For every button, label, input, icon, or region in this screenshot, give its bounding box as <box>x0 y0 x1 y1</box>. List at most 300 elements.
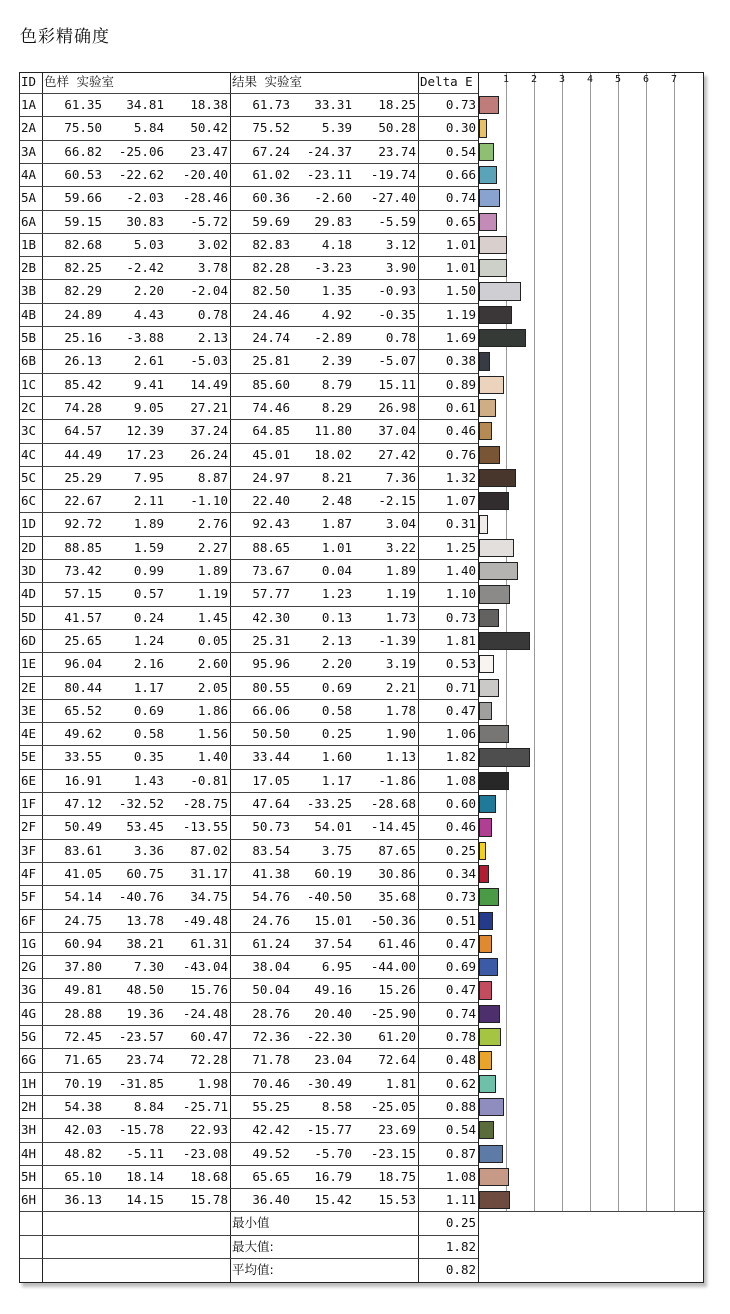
reference-lab-value: 54.38 <box>64 1098 102 1114</box>
delta-e-value: 0.88 <box>445 1098 476 1114</box>
result-lab-value: -1.39 <box>378 632 416 648</box>
delta-e-bar <box>479 376 504 394</box>
result-lab-value: 47.64 <box>252 796 290 811</box>
result-lab-value: 82.28 <box>252 260 290 276</box>
delta-e-bar <box>479 981 492 999</box>
result-lab-value: 92.43 <box>252 516 290 532</box>
result-lab-value: 61.24 <box>252 935 290 951</box>
reference-lab-value: 1.45 <box>197 609 228 625</box>
reference-lab-value: 73.42 <box>64 563 102 578</box>
row-id: 2A <box>21 120 37 136</box>
result-lab-value: 11.80 <box>314 423 352 439</box>
result-lab-value: 61.20 <box>378 1029 416 1044</box>
chart-gridline <box>618 73 619 1211</box>
result-lab-value: 0.04 <box>321 563 352 578</box>
result-lab-value: 23.04 <box>314 1052 352 1068</box>
result-lab-value: -25.05 <box>370 1098 416 1114</box>
row-id: 4G <box>21 1005 37 1021</box>
delta-e-bar <box>479 1098 504 1116</box>
result-lab-value: 4.92 <box>321 306 352 322</box>
reference-lab-value: 2.13 <box>197 330 228 345</box>
delta-e-value: 0.47 <box>445 702 476 718</box>
delta-e-value: 1.06 <box>445 726 476 742</box>
reference-lab-value: 18.38 <box>190 97 228 112</box>
reference-lab-value: 1.40 <box>197 749 228 765</box>
row-id: 3F <box>21 842 37 858</box>
delta-e-value: 1.08 <box>445 772 476 788</box>
delta-e-bar <box>479 1121 494 1139</box>
row-id: 2C <box>21 399 37 415</box>
result-lab-value: -27.40 <box>370 190 416 206</box>
reference-lab-value: -40.76 <box>118 889 164 905</box>
result-lab-value: 5.39 <box>321 120 352 136</box>
delta-e-value: 1.50 <box>445 283 476 299</box>
delta-e-bar <box>479 609 499 627</box>
row-id: 1C <box>21 376 37 392</box>
delta-e-value: 1.11 <box>445 1192 476 1208</box>
result-lab-value: 87.65 <box>378 842 416 858</box>
result-lab-value: 67.24 <box>252 143 290 159</box>
result-lab-value: 6.95 <box>321 959 352 975</box>
result-lab-value: 54.01 <box>314 819 352 835</box>
reference-lab-value: -5.72 <box>190 213 228 229</box>
reference-lab-value: -23.08 <box>182 1145 228 1161</box>
reference-lab-value: 83.61 <box>64 842 102 858</box>
reference-lab-value: 9.41 <box>133 376 164 392</box>
reference-lab-value: 19.36 <box>126 1005 164 1021</box>
summary-value: 0.25 <box>445 1215 476 1231</box>
result-lab-value: 18.25 <box>378 97 416 112</box>
reference-lab-value: -22.62 <box>118 166 164 182</box>
row-id: 6B <box>21 353 37 369</box>
delta-e-bar <box>479 655 494 673</box>
delta-e-bar <box>479 842 486 860</box>
summary-label: 平均值: <box>232 1262 274 1277</box>
reference-lab-value: 2.61 <box>133 353 164 369</box>
reference-lab-value: 0.57 <box>133 586 164 602</box>
delta-e-bar <box>479 469 516 487</box>
reference-lab-value: -2.04 <box>190 283 228 299</box>
reference-lab-value: 31.17 <box>190 865 228 881</box>
result-lab-value: -25.90 <box>370 1005 416 1021</box>
result-lab-value: 1.87 <box>321 516 352 532</box>
reference-lab-value: 60.75 <box>126 865 164 881</box>
result-lab-value: 3.90 <box>385 260 416 276</box>
result-lab-value: 30.86 <box>378 865 416 881</box>
delta-e-value: 1.69 <box>445 330 476 345</box>
row-id: 6A <box>21 213 37 229</box>
result-lab-value: -22.30 <box>306 1029 352 1044</box>
reference-lab-value: -1.10 <box>190 493 228 509</box>
result-lab-value: 70.46 <box>252 1075 290 1091</box>
delta-e-value: 0.46 <box>445 819 476 835</box>
result-lab-value: 1.01 <box>321 539 352 555</box>
delta-e-bar <box>479 1168 509 1186</box>
delta-e-bar <box>479 912 493 930</box>
reference-lab-value: 25.16 <box>64 330 102 345</box>
result-lab-value: 2.13 <box>321 632 352 648</box>
delta-e-value: 0.87 <box>445 1145 476 1161</box>
delta-e-bar <box>479 935 492 953</box>
row-id: 4A <box>21 166 37 182</box>
delta-e-value: 0.73 <box>445 609 476 625</box>
row-id: 4B <box>21 306 37 322</box>
result-lab-value: 71.78 <box>252 1052 290 1068</box>
reference-lab-value: 88.85 <box>64 539 102 555</box>
chart-tick-label: 2 <box>530 74 538 85</box>
delta-e-value: 1.07 <box>445 493 476 509</box>
result-lab-value: 0.78 <box>385 330 416 345</box>
result-lab-value: 0.13 <box>321 609 352 625</box>
delta-e-bar <box>479 213 497 231</box>
reference-lab-value: 41.57 <box>64 609 102 625</box>
reference-lab-value: -25.06 <box>118 143 164 159</box>
summary-label: 最大值: <box>232 1238 274 1254</box>
result-lab-value: -3.23 <box>314 260 352 276</box>
reference-lab-value: 2.60 <box>197 656 228 672</box>
result-lab-value: -1.86 <box>378 772 416 788</box>
result-lab-value: 59.69 <box>252 213 290 229</box>
chart-gridline <box>562 73 563 1211</box>
delta-e-bar <box>479 958 498 976</box>
delta-e-bar <box>479 772 509 790</box>
result-lab-value: 15.42 <box>314 1192 352 1208</box>
reference-lab-value: 48.50 <box>126 982 164 998</box>
row-id: 6D <box>21 632 37 648</box>
reference-lab-value: 49.62 <box>64 726 102 742</box>
reference-lab-value: 61.35 <box>64 97 102 112</box>
reference-lab-value: 13.78 <box>126 912 164 928</box>
result-lab-value: 18.02 <box>314 446 352 462</box>
reference-lab-value: 18.14 <box>126 1168 164 1184</box>
result-lab-value: 8.58 <box>321 1098 352 1114</box>
reference-lab-value: 1.24 <box>133 632 164 648</box>
row-id: 2B <box>21 260 37 276</box>
row-id: 4H <box>21 1145 37 1161</box>
delta-e-value: 0.73 <box>445 889 476 905</box>
reference-lab-value: 41.05 <box>64 865 102 881</box>
result-lab-value: -2.60 <box>314 190 352 206</box>
row-id: 1D <box>21 516 37 532</box>
delta-e-value: 0.89 <box>445 376 476 392</box>
reference-lab-value: 15.78 <box>190 1192 228 1208</box>
row-id: 1F <box>21 796 37 811</box>
result-lab-value: 45.01 <box>252 446 290 462</box>
reference-lab-value: 33.55 <box>64 749 102 765</box>
row-id: 1A <box>21 97 37 112</box>
row-id: 3D <box>21 563 37 578</box>
result-lab-value: 2.21 <box>385 679 416 695</box>
delta-e-value: 0.78 <box>445 1029 476 1044</box>
result-lab-value: 66.06 <box>252 702 290 718</box>
delta-e-value: 0.54 <box>445 143 476 159</box>
result-lab-value: 8.29 <box>321 399 352 415</box>
reference-lab-value: 44.49 <box>64 446 102 462</box>
delta-e-value: 1.32 <box>445 469 476 485</box>
delta-e-bar <box>479 632 530 650</box>
reference-lab-value: 14.49 <box>190 376 228 392</box>
delta-e-bar <box>479 236 507 254</box>
delta-e-bar <box>479 446 500 464</box>
reference-lab-value: 26.13 <box>64 353 102 369</box>
delta-e-value: 0.65 <box>445 213 476 229</box>
delta-e-bar <box>479 492 509 510</box>
reference-lab-value: -24.48 <box>182 1005 228 1021</box>
delta-e-bar <box>479 818 492 836</box>
reference-lab-value: 2.76 <box>197 516 228 532</box>
result-lab-value: -5.59 <box>378 213 416 229</box>
delta-e-value: 0.69 <box>445 959 476 975</box>
reference-lab-value: -20.40 <box>182 166 228 182</box>
reference-lab-value: 3.78 <box>197 260 228 276</box>
reference-lab-value: -3.88 <box>126 330 164 345</box>
reference-lab-value: 61.31 <box>190 935 228 951</box>
result-lab-value: 1.90 <box>385 726 416 742</box>
delta-e-value: 0.25 <box>445 842 476 858</box>
reference-lab-value: -28.46 <box>182 190 228 206</box>
delta-e-value: 0.74 <box>445 190 476 206</box>
delta-e-value: 0.61 <box>445 399 476 415</box>
delta-e-value: 1.82 <box>445 749 476 765</box>
reference-lab-value: 54.14 <box>64 889 102 905</box>
reference-lab-value: 2.27 <box>197 539 228 555</box>
result-lab-value: 42.42 <box>252 1122 290 1138</box>
delta-e-value: 0.54 <box>445 1122 476 1138</box>
reference-lab-value: 3.36 <box>133 842 164 858</box>
reference-lab-value: 0.58 <box>133 726 164 742</box>
reference-lab-value: 80.44 <box>64 679 102 695</box>
row-id: 1G <box>21 935 37 951</box>
reference-lab-value: -23.57 <box>118 1029 164 1044</box>
color-accuracy-table <box>19 72 704 1283</box>
reference-lab-value: 42.03 <box>64 1122 102 1138</box>
delta-e-bar <box>479 748 530 766</box>
result-lab-value: 2.48 <box>321 493 352 509</box>
reference-lab-value: -0.81 <box>190 772 228 788</box>
result-lab-value: -44.00 <box>370 959 416 975</box>
result-lab-value: 50.04 <box>252 982 290 998</box>
row-id: 5G <box>21 1029 37 1044</box>
reference-lab-value: 2.16 <box>133 656 164 672</box>
reference-lab-value: 3.02 <box>197 236 228 252</box>
result-lab-value: 18.75 <box>378 1168 416 1184</box>
delta-e-value: 0.76 <box>445 446 476 462</box>
result-lab-value: -2.89 <box>314 330 352 345</box>
chart-tick-label: 3 <box>558 74 566 85</box>
result-lab-value: 15.11 <box>378 376 416 392</box>
summary-label: 最小值 <box>232 1215 270 1231</box>
reference-lab-value: 1.98 <box>197 1075 228 1091</box>
reference-lab-value: 48.82 <box>64 1145 102 1161</box>
reference-lab-value: 26.24 <box>190 446 228 462</box>
result-lab-value: 1.60 <box>321 749 352 765</box>
result-lab-value: 24.74 <box>252 330 290 345</box>
reference-lab-value: 37.24 <box>190 423 228 439</box>
result-lab-value: 8.21 <box>321 469 352 485</box>
reference-lab-value: 1.89 <box>197 563 228 578</box>
result-lab-value: 38.04 <box>252 959 290 975</box>
reference-lab-value: 1.56 <box>197 726 228 742</box>
result-lab-value: 2.39 <box>321 353 352 369</box>
reference-lab-value: 22.93 <box>190 1122 228 1138</box>
result-lab-value: -5.07 <box>378 353 416 369</box>
row-id: 3B <box>21 283 37 299</box>
result-lab-value: -33.25 <box>306 796 352 811</box>
reference-lab-value: -15.78 <box>118 1122 164 1138</box>
row-id: 1E <box>21 656 37 672</box>
reference-lab-value: 60.47 <box>190 1029 228 1044</box>
delta-e-bar <box>479 1028 501 1046</box>
row-id: 2F <box>21 819 37 835</box>
delta-e-value: 0.48 <box>445 1052 476 1068</box>
reference-lab-value: 2.05 <box>197 679 228 695</box>
reference-lab-value: 4.43 <box>133 306 164 322</box>
result-lab-value: 27.42 <box>378 446 416 462</box>
reference-lab-value: 57.15 <box>64 586 102 602</box>
delta-e-value: 0.53 <box>445 656 476 672</box>
row-id: 6H <box>21 1192 37 1208</box>
delta-e-bar <box>479 352 490 370</box>
header-id: ID <box>21 73 37 89</box>
row-id: 3E <box>21 702 37 718</box>
result-lab-value: 1.73 <box>385 609 416 625</box>
delta-e-bar <box>479 585 510 603</box>
delta-e-bar <box>479 119 487 137</box>
row-id: 5E <box>21 749 37 765</box>
reference-lab-value: 1.19 <box>197 586 228 602</box>
reference-lab-value: 14.15 <box>126 1192 164 1208</box>
delta-e-bar <box>479 679 499 697</box>
result-lab-value: 80.55 <box>252 679 290 695</box>
reference-lab-value: 75.50 <box>64 120 102 136</box>
delta-e-bar <box>479 189 500 207</box>
result-lab-value: 82.83 <box>252 236 290 252</box>
reference-lab-value: 82.25 <box>64 260 102 276</box>
delta-e-value: 0.38 <box>445 353 476 369</box>
reference-lab-value: 25.65 <box>64 632 102 648</box>
result-lab-value: 61.46 <box>378 935 416 951</box>
result-lab-value: 24.76 <box>252 912 290 928</box>
reference-lab-value: 0.24 <box>133 609 164 625</box>
row-id: 5A <box>21 190 37 206</box>
result-lab-value: 64.85 <box>252 423 290 439</box>
header-reference-lab: 色样 实验室 <box>44 73 115 89</box>
reference-lab-value: 60.53 <box>64 166 102 182</box>
header-result-lab: 结果 实验室 <box>232 73 303 89</box>
reference-lab-value: 8.87 <box>197 469 228 485</box>
reference-lab-value: 9.05 <box>133 399 164 415</box>
result-lab-value: 73.67 <box>252 563 290 578</box>
row-id: 3A <box>21 143 37 159</box>
row-id: 6G <box>21 1052 37 1068</box>
reference-lab-value: 72.45 <box>64 1029 102 1044</box>
delta-e-bar <box>479 702 492 720</box>
delta-e-bar <box>479 515 488 533</box>
result-lab-value: 1.78 <box>385 702 416 718</box>
reference-lab-value: 60.94 <box>64 935 102 951</box>
result-lab-value: 60.36 <box>252 190 290 206</box>
row-id: 5C <box>21 469 37 485</box>
result-lab-value: 1.89 <box>385 563 416 578</box>
result-lab-value: 22.40 <box>252 493 290 509</box>
result-lab-value: -5.70 <box>314 1145 352 1161</box>
row-id: 5B <box>21 330 37 345</box>
result-lab-value: 33.44 <box>252 749 290 765</box>
result-lab-value: 1.19 <box>385 586 416 602</box>
delta-e-bar <box>479 1005 500 1023</box>
result-lab-value: 3.04 <box>385 516 416 532</box>
reference-lab-value: 0.05 <box>197 632 228 648</box>
result-lab-value: 15.53 <box>378 1192 416 1208</box>
result-lab-value: -19.74 <box>370 166 416 182</box>
result-lab-value: 72.36 <box>252 1029 290 1044</box>
result-lab-value: 3.75 <box>321 842 352 858</box>
reference-lab-value: 8.84 <box>133 1098 164 1114</box>
row-id: 2D <box>21 539 37 555</box>
result-lab-value: 37.54 <box>314 935 352 951</box>
result-lab-value: 16.79 <box>314 1168 352 1184</box>
reference-lab-value: 82.29 <box>64 283 102 299</box>
delta-e-value: 0.47 <box>445 982 476 998</box>
result-lab-value: 36.40 <box>252 1192 290 1208</box>
row-id: 1H <box>21 1075 37 1091</box>
reference-lab-value: 74.28 <box>64 399 102 415</box>
result-lab-value: 1.35 <box>321 283 352 299</box>
result-lab-value: 28.76 <box>252 1005 290 1021</box>
delta-e-bar <box>479 1145 503 1163</box>
result-lab-value: 37.04 <box>378 423 416 439</box>
result-lab-value: 1.17 <box>321 772 352 788</box>
row-id: 4D <box>21 586 37 602</box>
delta-e-value: 1.01 <box>445 260 476 276</box>
result-lab-value: -0.35 <box>378 306 416 322</box>
reference-lab-value: -5.11 <box>126 1145 164 1161</box>
reference-lab-value: 0.69 <box>133 702 164 718</box>
result-lab-value: 61.73 <box>252 97 290 112</box>
reference-lab-value: 22.67 <box>64 493 102 509</box>
reference-lab-value: 0.78 <box>197 306 228 322</box>
row-id: 2H <box>21 1098 37 1114</box>
result-lab-value: 61.02 <box>252 166 290 182</box>
result-lab-value: 0.58 <box>321 702 352 718</box>
reference-lab-value: 16.91 <box>64 772 102 788</box>
reference-lab-value: 96.04 <box>64 656 102 672</box>
row-id: 1B <box>21 236 37 252</box>
chart-tick-label: 7 <box>670 74 678 85</box>
chart-tick-label: 4 <box>586 74 594 85</box>
result-lab-value: -14.45 <box>370 819 416 835</box>
reference-lab-value: 1.89 <box>133 516 164 532</box>
row-id: 4E <box>21 726 37 742</box>
delta-e-value: 0.66 <box>445 166 476 182</box>
result-lab-value: 25.81 <box>252 353 290 369</box>
result-lab-value: -15.77 <box>306 1122 352 1138</box>
result-lab-value: 23.69 <box>378 1122 416 1138</box>
chart-gridline <box>646 73 647 1211</box>
delta-e-value: 1.08 <box>445 1168 476 1184</box>
reference-lab-value: 37.80 <box>64 959 102 975</box>
result-lab-value: 74.46 <box>252 399 290 415</box>
result-lab-value: 4.18 <box>321 236 352 252</box>
result-lab-value: -50.36 <box>370 912 416 928</box>
reference-lab-value: 5.84 <box>133 120 164 136</box>
result-lab-value: 72.64 <box>378 1052 416 1068</box>
row-id: 2G <box>21 959 37 975</box>
delta-e-bar <box>479 888 499 906</box>
row-id: 4C <box>21 446 37 462</box>
reference-lab-value: 70.19 <box>64 1075 102 1091</box>
page-title: 色彩精确度 <box>20 27 110 47</box>
